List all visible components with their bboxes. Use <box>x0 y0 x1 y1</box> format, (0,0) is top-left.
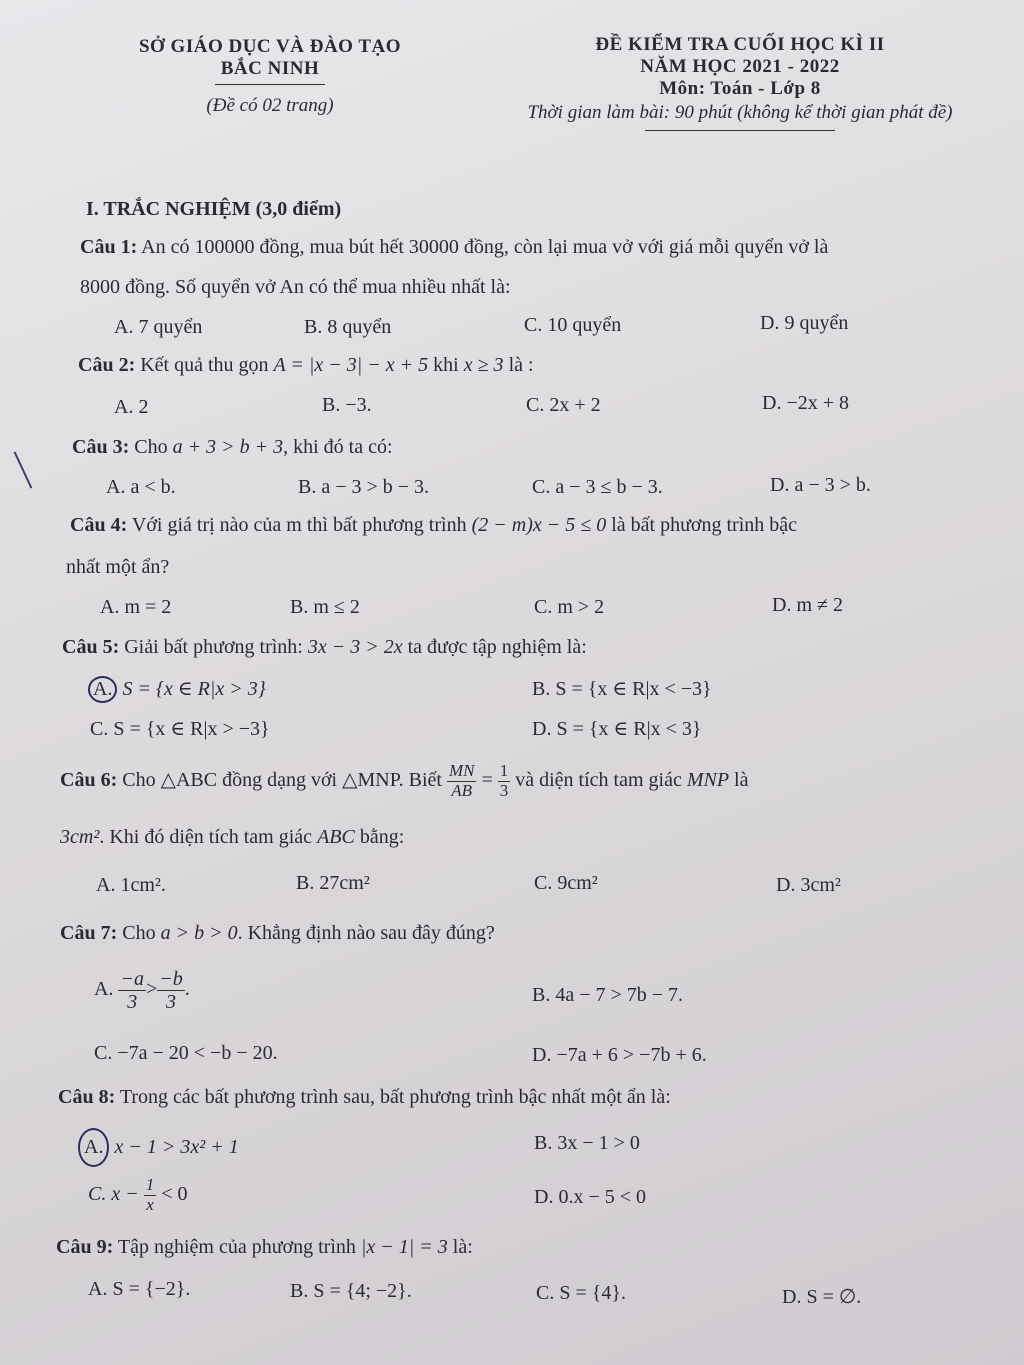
option-d[interactable]: D. m ≠ 2 <box>772 594 843 616</box>
option-a[interactable]: A. m = 2 <box>100 596 172 618</box>
question-7 <box>60 922 1024 945</box>
time-note: Thời gian làm bài: 90 phút (không kể thời gian phát đề) <box>527 102 953 123</box>
question-label: Câu 5: <box>62 636 120 658</box>
question-text: , khi đó ta có: <box>283 436 393 458</box>
question-6 <box>60 762 1024 800</box>
option-c[interactable] <box>88 1176 188 1214</box>
greater-sign: > <box>145 978 158 1001</box>
option-b[interactable]: B. 27cm² <box>296 872 370 894</box>
option-c[interactable]: C. −7a − 20 < −b − 20. <box>94 1042 278 1064</box>
pen-mark <box>14 451 33 488</box>
option-b[interactable]: B. S = {4; −2}. <box>290 1280 412 1302</box>
expression: a + 3 > b + 3 <box>172 436 284 458</box>
question-4 <box>70 514 1024 537</box>
question-9 <box>56 1236 1024 1259</box>
option-d[interactable]: D. 0.x − 5 < 0 <box>534 1186 647 1208</box>
option-b[interactable]: B. 3x − 1 > 0 <box>534 1132 640 1154</box>
option-a[interactable]: A. 1cm². <box>96 874 166 896</box>
option-c[interactable]: C. S = {x ∈ R|x > −3} <box>90 718 270 740</box>
option-c-tail: < 0 <box>161 1182 188 1205</box>
option-d[interactable]: D. 9 quyển <box>760 312 849 334</box>
answer-circle: A. <box>88 676 117 703</box>
question-text: ta được tập nghiệm là: <box>407 636 587 658</box>
fraction-left: $\frac{-a}{3}$ <box>120 968 144 1013</box>
question-label: Câu 2: <box>78 354 136 376</box>
question-label: Câu 3: <box>72 436 130 458</box>
question-text: là : <box>508 354 534 376</box>
option-a[interactable] <box>92 676 266 703</box>
option-a[interactable] <box>82 1128 239 1167</box>
expression: |x − 1| = 3 <box>360 1236 448 1258</box>
triangle-name: ABC <box>317 826 355 848</box>
question-label: Câu 6: <box>60 768 118 791</box>
option-a-letter: A. <box>94 978 114 1001</box>
question-text: là bất phương trình bậc <box>611 514 798 536</box>
province-name: BẮC NINH <box>220 58 320 79</box>
question-text: bằng: <box>359 826 405 848</box>
option-b[interactable]: B. 8 quyển <box>304 316 392 338</box>
question-label: Câu 8: <box>58 1086 116 1108</box>
fraction: $\frac{1}{x}$ <box>145 1175 155 1214</box>
area-value: 3cm² <box>60 826 100 848</box>
section-title: I. TRẮC NGHIỆM (3,0 điểm) <box>86 198 342 220</box>
subject: Môn: Toán - Lớp 8 <box>659 78 821 99</box>
option-c[interactable]: C. 2x + 2 <box>526 394 601 416</box>
option-c-text: C. x − <box>88 1182 139 1205</box>
ratio-fraction: $\frac{MN}{AB}$ <box>448 761 475 800</box>
option-d[interactable]: D. a − 3 > b. <box>770 474 871 496</box>
page-count-note: (Đề có 02 trang) <box>206 95 334 116</box>
option-c[interactable]: C. 10 quyển <box>524 314 622 336</box>
option-c[interactable]: C. m > 2 <box>534 596 605 618</box>
expression: 3x − 3 > 2x <box>307 636 403 658</box>
question-8 <box>58 1086 1024 1109</box>
question-2 <box>78 354 1024 377</box>
question-text: là <box>734 768 749 791</box>
question-5 <box>62 636 1024 659</box>
question-3 <box>72 436 1024 459</box>
question-label: Câu 7: <box>60 922 118 944</box>
option-a-value: x − 1 > 3x² + 1 <box>114 1136 239 1158</box>
option-a[interactable] <box>94 968 190 1013</box>
question-6-cont <box>60 826 1024 849</box>
question-label: Câu 1: <box>80 236 138 258</box>
option-b[interactable]: B. m ≤ 2 <box>290 596 360 618</box>
question-text: An có 100000 đồng, mua bút hết 30000 đồng, còn lại mua vở với giá mỗi quyển vở là <box>141 236 829 258</box>
option-d[interactable]: D. S = {x ∈ R|x < 3} <box>532 718 702 740</box>
question-text: là: <box>452 1236 473 1258</box>
question-text: Trong các bất phương trình sau, bất phương trình bậc nhất một ẩn là: <box>119 1086 671 1108</box>
option-d[interactable]: D. S = ∅. <box>782 1286 862 1308</box>
option-a[interactable]: A. S = {−2}. <box>88 1278 191 1300</box>
question-text: khi <box>433 354 459 376</box>
header-right <box>470 34 1010 135</box>
option-b[interactable]: B. −3. <box>322 394 372 416</box>
question-text: Kết quả thu gọn <box>140 354 269 376</box>
question-text: Cho <box>122 922 156 944</box>
period: . <box>184 978 190 1001</box>
option-a[interactable]: A. 2 <box>114 396 149 418</box>
equals-sign: = <box>481 768 493 791</box>
expression: a > b > 0 <box>160 922 238 944</box>
answer-circle: A. <box>78 1128 109 1167</box>
divider <box>645 130 835 131</box>
question-text: . Khẳng định nào sau đây đúng? <box>237 922 495 944</box>
question-text: Tập nghiệm của phương trình <box>117 1236 356 1258</box>
option-d[interactable]: D. −7a + 6 > −7b + 6. <box>532 1044 707 1066</box>
question-text: Giải bất phương trình: <box>124 636 303 658</box>
option-c[interactable]: C. a − 3 ≤ b − 3. <box>532 476 663 498</box>
question-4-cont: nhất một ẩn? <box>66 556 170 578</box>
question-1 <box>80 236 1024 259</box>
question-text: và diện tích tam giác <box>515 768 682 791</box>
option-d[interactable]: D. −2x + 8 <box>762 392 850 414</box>
option-c[interactable]: C. S = {4}. <box>536 1282 626 1304</box>
divider <box>215 84 325 85</box>
fraction-right: $\frac{-b}{3}$ <box>159 968 183 1013</box>
expression: (2 − m)x − 5 ≤ 0 <box>471 514 607 536</box>
question-label: Câu 9: <box>56 1236 114 1258</box>
option-b[interactable]: B. 4a − 7 > 7b − 7. <box>532 984 684 1006</box>
option-a[interactable]: A. a < b. <box>106 476 176 498</box>
question-label: Câu 4: <box>70 514 128 536</box>
option-a[interactable]: A. 7 quyển <box>114 316 203 338</box>
school-year: NĂM HỌC 2021 - 2022 <box>640 56 840 77</box>
question-text: . Khi đó diện tích tam giác <box>99 826 313 848</box>
header-left <box>100 36 440 117</box>
question-1-cont: 8000 đồng. Số quyển vở An có thể mua nhiều nhất là: <box>80 276 511 298</box>
exam-title: ĐỀ KIỂM TRA CUỐI HỌC KÌ II <box>595 34 885 55</box>
ratio-value: $\frac{1}{3}$ <box>499 761 509 800</box>
question-text: Với giá trị nào của m thì bất phương trình <box>131 514 467 536</box>
option-d[interactable]: D. 3cm² <box>776 874 841 896</box>
option-c[interactable]: C. 9cm² <box>534 872 598 894</box>
question-text: Cho △ABC đồng dạng với △MNP. Biết <box>122 768 442 791</box>
option-b[interactable]: B. S = {x ∈ R|x < −3} <box>532 678 712 700</box>
question-text: Cho <box>134 436 168 458</box>
option-b[interactable]: B. a − 3 > b − 3. <box>298 476 430 498</box>
option-a-value: S = {x ∈ R|x > 3} <box>122 678 266 700</box>
expression: A = |x − 3| − x + 5 <box>273 354 429 376</box>
department-name: SỞ GIÁO DỤC VÀ ĐÀO TẠO <box>138 36 402 57</box>
condition: x ≥ 3 <box>463 354 504 376</box>
triangle-name: MNP <box>686 768 730 791</box>
